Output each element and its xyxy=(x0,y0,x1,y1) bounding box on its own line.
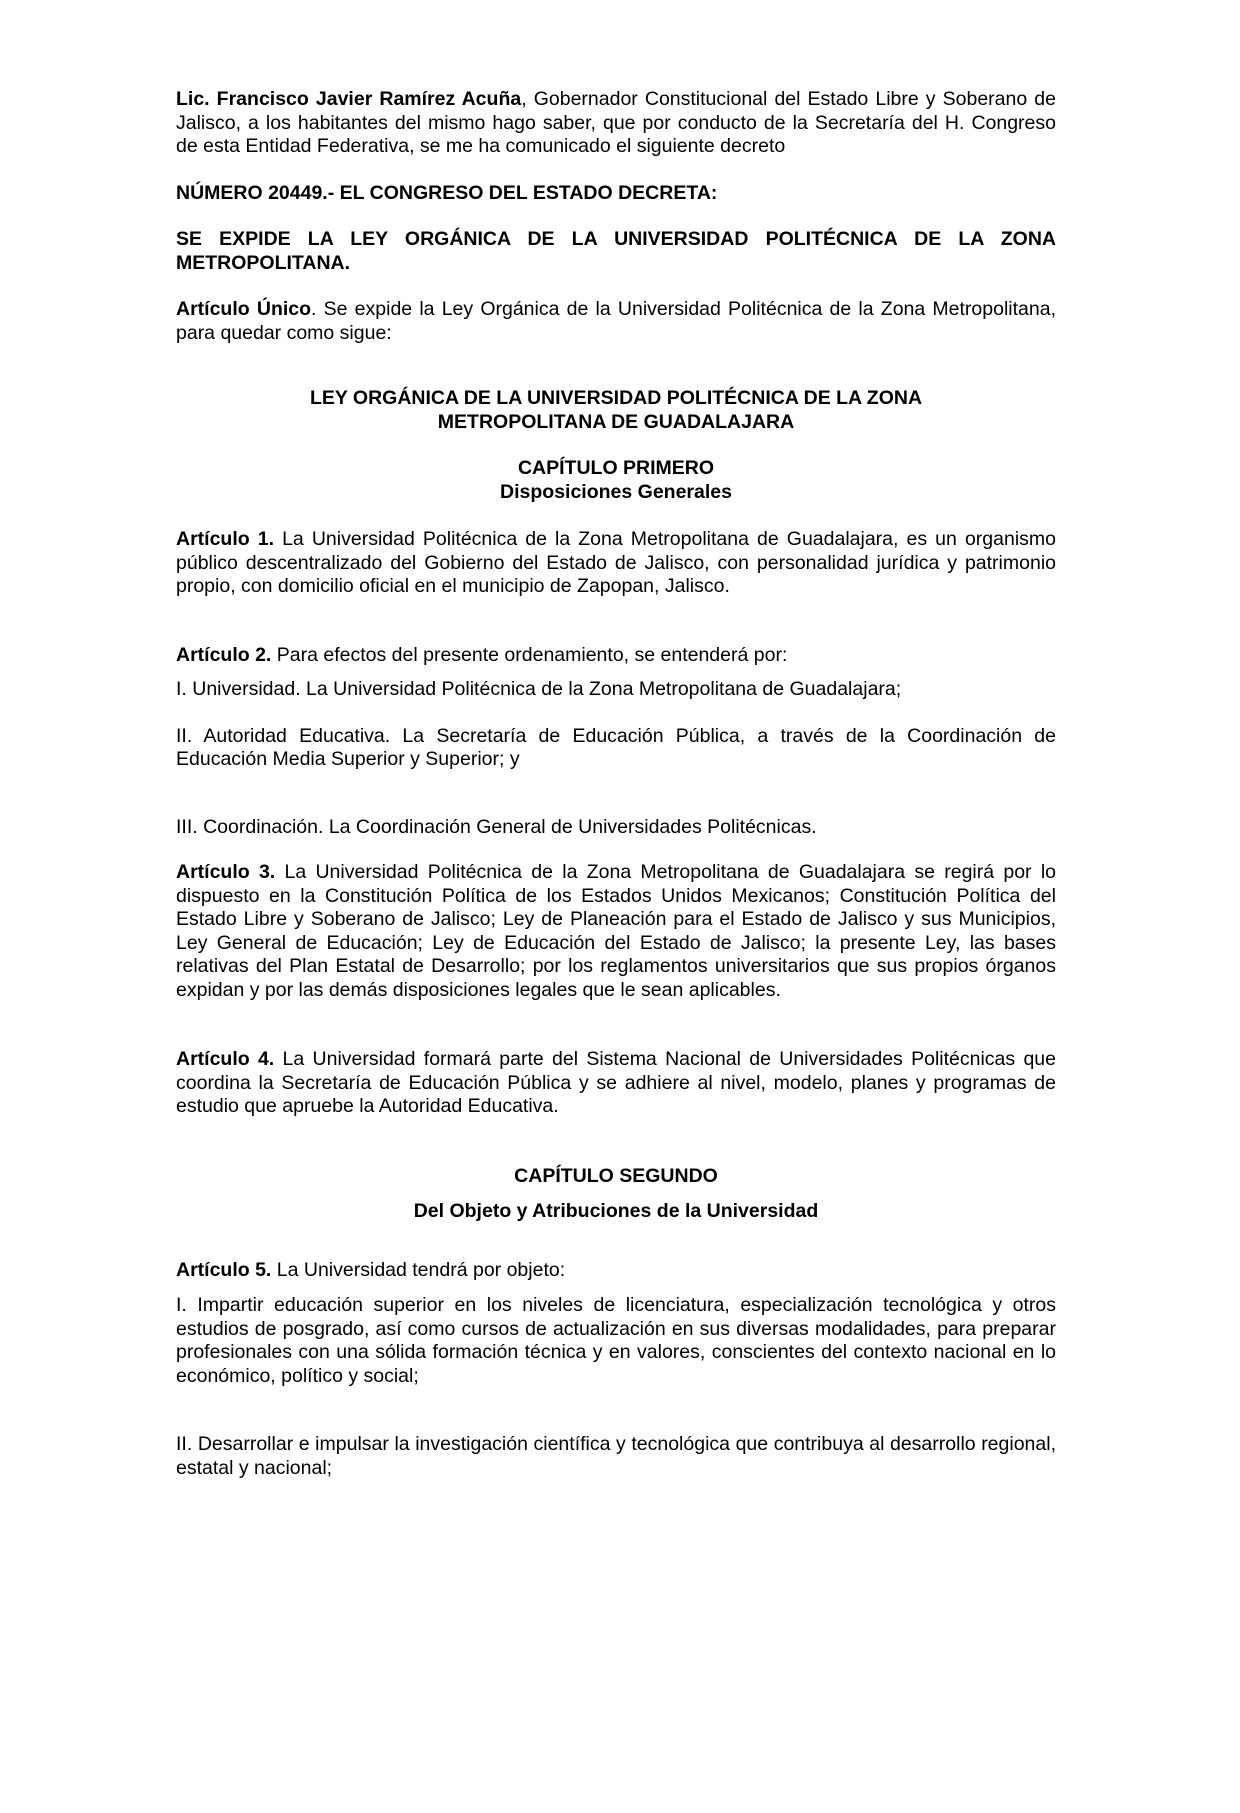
article-4-text: La Universidad formará parte del Sistema Nacional de Universidades Politécnicas que coordina la Secretaría de Educación Pública y se adhiere al nivel, modelo, planes y programas de estudio que apruebe la Autoridad Educativa. xyxy=(176,1048,1056,1117)
document-page xyxy=(176,88,1056,1480)
article-2-item-2: II. Autoridad Educativa. La Secretaría de Educación Pública, a través de la Coordinación de Educación Media Superior y Superior; y xyxy=(176,724,1056,770)
intro-text: , Gobernador Constitucional del Estado Libre y Soberano de Jalisco, a los habitantes del mismo hago saber, que por conducto de la Secretaría del H. Congreso de esta Entidad Federativa, se me ha comunicado el siguiente decreto xyxy=(176,88,1056,157)
chapter2-subtitle: Del Objeto y Atribuciones de la Universidad xyxy=(413,1200,819,1222)
article-4-label: Artículo 4. xyxy=(176,1048,275,1070)
decree-title: SE EXPIDE LA LEY ORGÁNICA DE LA UNIVERSIDAD POLITÉCNICA DE LA ZONA METROPOLITANA. xyxy=(176,228,1056,274)
article-2-text: Para efectos del presente ordenamiento, se entenderá por: xyxy=(271,643,788,666)
articulo-unico-text: . Se expide la Ley Orgánica de la Universidad Politécnica de la Zona Metropolitana, para quedar como sigue: xyxy=(176,298,1056,344)
article-5-item-2: II. Desarrollar e impulsar la investigación científica y tecnológica que contribuya al desarrollo regional, estatal y nacional; xyxy=(176,1433,1056,1479)
chapter2-title: CAPÍTULO SEGUNDO xyxy=(514,1164,718,1187)
article-2-label: Artículo 2. xyxy=(176,643,272,666)
article-2 xyxy=(176,644,1056,668)
article-3 xyxy=(176,861,1056,1002)
article-1-label: Artículo 1. xyxy=(176,528,275,550)
article-2-item-1: I. Universidad. La Universidad Politécnica de la Zona Metropolitana de Guadalajara; xyxy=(176,678,902,700)
intro-paragraph xyxy=(176,88,1056,159)
article-4 xyxy=(176,1048,1056,1119)
law-title-line1: LEY ORGÁNICA DE LA UNIVERSIDAD POLITÉCNICA DE LA ZONA xyxy=(309,387,923,409)
article-5-label: Artículo 5. xyxy=(176,1258,272,1281)
law-title-line2: METROPOLITANA DE GUADALAJARA xyxy=(437,410,795,433)
article-1-text: La Universidad Politécnica de la Zona Metropolitana de Guadalajara, es un organismo público descentralizado del Gobierno del Estado de Jalisco, con personalidad jurídica y patrimonio propio, con domicilio oficial en el municipio de Zapopan, Jalisco. xyxy=(176,528,1056,597)
articulo-unico-label: Artículo Único xyxy=(176,298,312,320)
article-5-item-1: I. Impartir educación superior en los niveles de licenciatura, especialización tecnológica y otros estudios de posgrado, así como cursos de actualización en sus diversas modalidades, para preparar profesionales con una sólida formación técnica y en valores, conscientes del contexto nacional en lo económico, político y social; xyxy=(176,1294,1056,1387)
article-5-text: La Universidad tendrá por objeto: xyxy=(271,1258,566,1281)
articulo-unico xyxy=(176,298,1056,345)
article-5 xyxy=(176,1259,1056,1283)
article-2-item-3: III. Coordinación. La Coordinación General de Universidades Politécnicas. xyxy=(176,815,817,838)
article-3-label: Artículo 3. xyxy=(176,861,276,883)
governor-name: Lic. Francisco Javier Ramírez Acuña xyxy=(176,88,522,110)
chapter1-subtitle: Disposiciones Generales xyxy=(500,480,732,503)
article-1 xyxy=(176,528,1056,599)
chapter1-title: CAPÍTULO PRIMERO xyxy=(517,457,715,479)
decree-number: NÚMERO 20449.- EL CONGRESO DEL ESTADO DECRETA: xyxy=(176,181,718,204)
article-3-text: La Universidad Politécnica de la Zona Metropolitana de Guadalajara se regirá por lo dispuesto en la Constitución Política de los Estados Unidos Mexicanos; Constitución Política del Estado Libre y Soberano de Jalisco; Ley de Planeación para el Estado de Jalisco y sus Municipios, Ley General de Educación; Ley de Educación del Estado de Jalisco; la presente Ley, las bases relativas del Plan Estatal de Desarrollo; por los reglamentos universitarios que sus propios órganos expidan y por las demás disposiciones legales que le sean aplicables. xyxy=(176,861,1056,1001)
